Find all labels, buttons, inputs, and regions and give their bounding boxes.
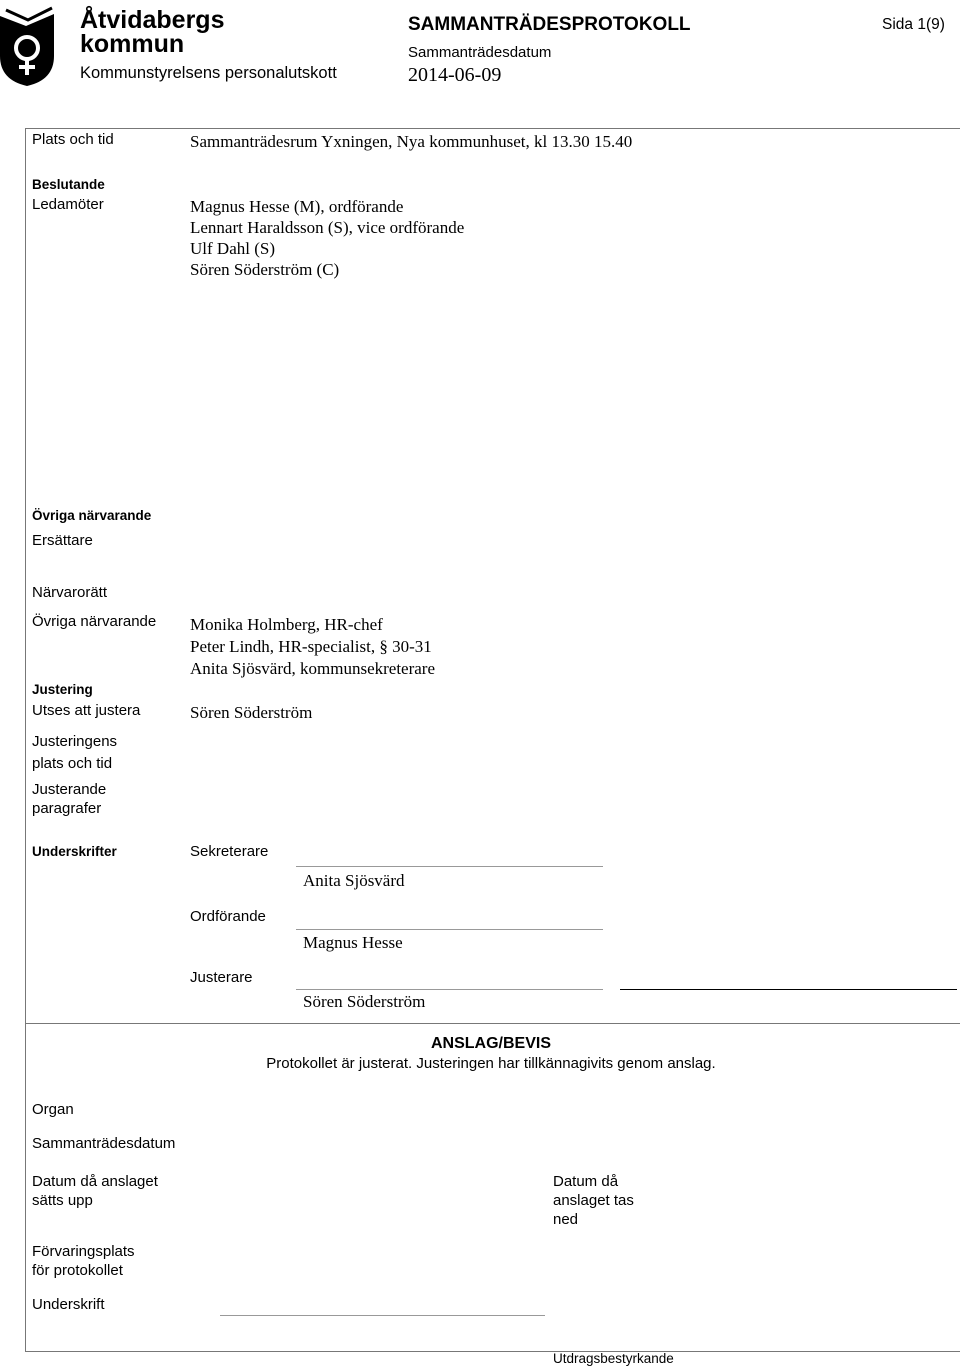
frame-middle-line bbox=[25, 1023, 960, 1024]
frame-left-line bbox=[25, 128, 26, 1352]
org-name-line1: Åtvidabergs bbox=[80, 6, 225, 34]
organ-label: Organ bbox=[32, 1101, 74, 1118]
justering-header: Justering bbox=[32, 682, 93, 697]
frame-bottom-line bbox=[25, 1351, 960, 1352]
meeting-date: 2014-06-09 bbox=[408, 64, 502, 86]
underskrifter-header: Underskrifter bbox=[32, 844, 117, 859]
ledamoter-label: Ledamöter bbox=[32, 196, 104, 213]
municipality-logo bbox=[0, 4, 74, 86]
list-item: Anita Sjösvärd, kommunsekreterare bbox=[190, 659, 436, 678]
org-unit: Kommunstyrelsens personalutskott bbox=[80, 64, 337, 82]
place-label: Plats och tid bbox=[32, 131, 114, 148]
anslag-title: ANSLAG/BEVIS bbox=[430, 1035, 551, 1052]
ovriga-header: Övriga närvarande bbox=[32, 508, 152, 523]
list-item: Magnus Hesse (M), ordförande bbox=[190, 197, 404, 216]
list-item: Ulf Dahl (S) bbox=[190, 239, 275, 258]
ovriga-narvarande-label: Övriga närvarande bbox=[32, 613, 157, 630]
anslag-date-label: Sammanträdesdatum bbox=[32, 1135, 176, 1152]
member-list bbox=[190, 196, 464, 280]
list-item: Lennart Haraldsson (S), vice ordförande bbox=[190, 218, 465, 237]
list-item: Sören Söderström (C) bbox=[190, 260, 340, 279]
underskrift-label: Underskrift bbox=[32, 1296, 105, 1313]
ordforande-label: Ordförande bbox=[190, 908, 266, 925]
forvaringsplats-label: Förvaringsplats för protokollet bbox=[32, 1243, 135, 1279]
justerare-label: Justerare bbox=[190, 969, 253, 986]
meeting-date-label: Sammanträdesdatum bbox=[408, 44, 552, 61]
frame-top-line bbox=[25, 128, 960, 129]
org-name bbox=[80, 8, 224, 56]
utdragsbestyrkande-label: Utdragsbestyrkande bbox=[553, 1351, 674, 1366]
justerare-name: Sören Söderström bbox=[303, 992, 426, 1011]
narvarorátt-label: Närvarorätt bbox=[32, 584, 108, 601]
sekreterare-name: Anita Sjösvärd bbox=[303, 871, 405, 890]
utses-label: Utses att justera bbox=[32, 702, 141, 719]
document-title: SAMMANTRÄDESPROTOKOLL bbox=[408, 14, 691, 35]
justering-plats-label: Justeringens plats och tid bbox=[32, 733, 118, 772]
list-item: Peter Lindh, HR-specialist, § 30-31 bbox=[190, 637, 432, 656]
sekreterare-signature-line bbox=[296, 866, 603, 867]
justerande-paragrafer-label: Justerande paragrafer bbox=[32, 781, 107, 817]
org-name-line2: kommun bbox=[80, 30, 185, 58]
ersattare-label: Ersättare bbox=[32, 532, 93, 549]
ordforande-name: Magnus Hesse bbox=[303, 933, 403, 952]
list-item: Monika Holmberg, HR-chef bbox=[190, 615, 383, 634]
utses-value: Sören Söderström bbox=[190, 703, 313, 722]
justerare-second-signature-line bbox=[620, 989, 957, 990]
place-value: Sammanträdesrum Yxningen, Nya kommunhuset, kl 13.30 15.40 bbox=[190, 132, 633, 151]
sekreterare-label: Sekreterare bbox=[190, 843, 269, 860]
beslutande-header: Beslutande bbox=[32, 177, 105, 192]
ordforande-signature-line bbox=[296, 929, 603, 930]
anslag-uppsatt-label: Datum då anslaget sätts upp bbox=[32, 1173, 158, 1209]
justerare-signature-line bbox=[296, 989, 603, 990]
others-list bbox=[190, 614, 435, 680]
page-number: Sida 1(9) bbox=[882, 16, 945, 33]
anslag-text: Protokollet är justerat. Justeringen har tillkännagivits genom anslag. bbox=[266, 1055, 716, 1072]
anslag-nedtagen-label: Datum då anslaget tas ned bbox=[553, 1173, 634, 1228]
underskrift-signature-line bbox=[220, 1315, 545, 1316]
